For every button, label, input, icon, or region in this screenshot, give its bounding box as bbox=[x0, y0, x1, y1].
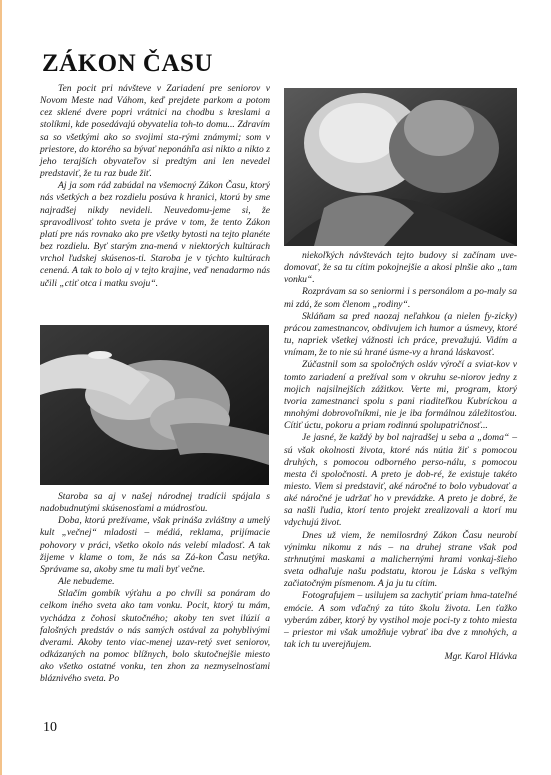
paragraph: niekoľkých návštevách tejto budovy si začínam uve-domovať, že sa tu cítim pokojnejšie a akosi plnšie ako „tam vonku“. bbox=[284, 250, 517, 286]
paragraph: Aj ja som rád zabúdal na všemocný Zákon Času, ktorý nás všetkých a bez rozdielu posúva k hranici, ktorú by sme najradšej nikdy nevideli. Neuvedomu-jeme si, že spravodlivosť tohto sveta je práve v tom, že tento Zákon platí pre nás rovnako ako pre všetky bytosti na tejto planéte bez rozdielu. Byť starým zna-mená v niektorých kultúrach vrchol ľudskej skúsenos-ti. Staroba je v týchto kultúrach cenená. A tak to bolo aj v tejto krajine, veď nenadarmo nás učili „ctiť otca i matku svoju“. bbox=[40, 180, 270, 289]
paragraph: Rozprávam sa so seniormi i s personálom a po-maly sa mi zdá, že som členom „rodiny“. bbox=[284, 286, 517, 310]
paragraph: Ten pocit pri návšteve v Zariadení pre seniorov v Novom Meste nad Váhom, keď prejdete parkom a potom cez sklené dvere popri vrátnici na chodbu s kreslami a stolíkmi, kde posedávajú obyvatelia toh-to domu... Zdravím sa so všetkými ako so svojimi sta-rými známymi; som v priestore, do ktorého sa bývať neponáhľa asi nikto a nikto z jeho terajších obyvateľov si predtým ani len nevedel predstaviť, že tu raz bude žiť. bbox=[40, 83, 270, 180]
author-signature: Mgr. Karol Hlávka bbox=[444, 651, 517, 663]
paragraph: Zúčastnil som sa spoločných osláv výročí a sviat-kov v tomto zariadení a prežíval som v okruhu se-niorov jedny z mojich najsilnejších zážitkov. Verte mi, program, ktorý tvoria zamestnanci spolu s pani riaditeľkou Kubríckou a mnohými dobrovoľníkmi, nie je iba formálnou záležitosťou. Cítiť úctu, pokoru a priam rodinnú spolupatričnosť... bbox=[284, 359, 517, 432]
paragraph: Stlačím gombík výťahu a po chvíli sa ponáram do celkom iného sveta ako tam vonku. Pocit, ktorý tu mám, vychádza z čohosi skutočného; akoby ten svet ilúzií a falošných predstáv o nás samých ostával za pohyblivými dverami. Akoby tento viac-menej uzav-retý svet seniorov, odkázaných na pomoc blížnych, bolo skutočnejšie miesto ako všetko ostatné vonku, ten zhon za nezmyselnosťami bláznivého sveta. Po bbox=[40, 588, 270, 685]
paragraph: Skláňam sa pred naozaj neľahkou (a nielen fy-zicky) prácou zamestnancov, obdivujem ich humor a úsmevy, ktoré tu, napriek všetkej vážnosti ich práce, prevažujú. Vidím a vnímam, že to nie sú hrané úsme-vy a hraná láskavosť. bbox=[284, 310, 517, 359]
article-column-left-bottom bbox=[40, 491, 270, 686]
paragraph: Dnes už viem, že nemilosrdný Zákon Času neurobí výnimku nikomu z nás – na druhej strane však pod strhnutými maskami a malichernými hrami vonkaj-šieho sveta odhaľuje našu podstatu, ktorou je Láska s veľkým začiatočným písmenom. A ja ju tu cítim. bbox=[284, 529, 517, 590]
paragraph: Ale nebudeme. bbox=[58, 576, 115, 588]
paragraph: Doba, ktorú prežívame, však prináša zvláštny a umelý kult „večnej“ mladosti – médiá, reklama, prijímacie pohovory v práci, všetko okolo nás velebí mladosť. A tak žijeme v klame o tom, že nás sa Zá-kon Času netýka. Správame sa, akoby sme tu mali byť večne. bbox=[40, 515, 270, 575]
article-column-right bbox=[284, 250, 517, 663]
photo-hands bbox=[40, 325, 269, 485]
page-edge-strip bbox=[0, 0, 2, 775]
paragraph: Fotografujem – usilujem sa zachytiť priam hma-tateľné emócie. A som vďačný za túto školu života. Len ťažko vyberám záber, ktorý by vystihol moje poci-ty z tohto miesta – priestor mi však umožňuje vybrať iba dve z mnohých, a tak ich tu uverejňujem. bbox=[284, 590, 517, 650]
paragraph: Staroba sa aj v našej národnej tradícii spájala s nadobudnutými skúsenosťami a múdrosťou. bbox=[40, 491, 270, 515]
article-column-left-top bbox=[40, 83, 270, 290]
paragraph: Je jasné, že každý by bol najradšej u seba a „doma“ – sú však okolnosti života, ktoré nás nútia žiť s pomocou druhých, s pomocou odborného perso-nálu, s pomocou mesta či spoločnosti. A preto je dob-ré, že existuje takéto miesto. Viem si predstaviť, aké náročné to bolo vybudovať a aké náročné je udržať ho v prevádzke. A preto je dobré, že sa našli ľudia, ktorí tento projekt zrealizovali a ktorí mu vdychujú život. bbox=[284, 432, 517, 529]
photo-embrace bbox=[284, 88, 517, 246]
page-number: 10 bbox=[43, 720, 57, 735]
article-title: ZÁKON ČASU bbox=[42, 50, 213, 77]
